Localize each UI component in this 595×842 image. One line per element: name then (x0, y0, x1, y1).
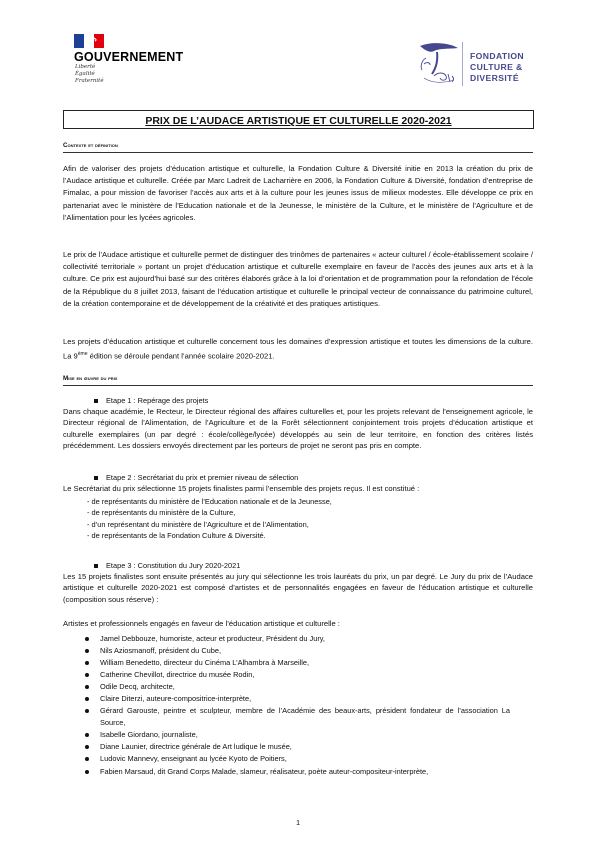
fondation-name: FONDATION CULTURE & DIVERSITÉ (470, 51, 525, 83)
list-item: Jamel Debbouze, humoriste, acteur et producteur, Président du Jury, (100, 633, 510, 645)
list-item: Nils Aziosmanoff, président du Cube, (100, 645, 510, 657)
section-heading-contexte: Contexte et définition (63, 142, 118, 149)
bullet-icon (85, 685, 89, 689)
document-title: PRIX DE L’AUDACE ARTISTIQUE ET CULTURELLE 2020-2021 (145, 115, 452, 127)
gouvernement-logo (74, 34, 184, 94)
jury-intro: Artistes et professionnels engagés en faveur de l’éducation artistique et culturelle : (63, 619, 340, 628)
list-item: - de représentants du ministère de la Culture, (87, 508, 236, 518)
list-item: Isabelle Giordano, journaliste, (100, 729, 510, 741)
marianne-icon (74, 33, 104, 49)
list-item: - de représentants du ministère de l’Education nationale et de la Jeunesse, (87, 497, 332, 506)
bullet-icon (85, 649, 89, 653)
bullet-icon (85, 697, 89, 701)
list-item: Ludovic Mannevy, enseignant au lycée Kyoto de Poitiers, (100, 753, 510, 765)
step-2-intro: Le Secrétariat du prix sélectionne 15 projets finalistes parmi l’ensemble des projets reçus. Il est constitué : (63, 484, 420, 493)
list-item: - de représentants de la Fondation Culture & Diversité. (87, 530, 266, 540)
list-item: Odile Decq, architecte, (100, 681, 510, 693)
fondation-logo (410, 40, 540, 100)
square-bullet-icon (94, 476, 98, 480)
bullet-icon (85, 673, 89, 677)
logo-separator (462, 42, 463, 86)
document-title-box (63, 110, 534, 129)
square-bullet-icon (94, 399, 98, 403)
step-1-text: Dans chaque académie, le Recteur, le Directeur régional des affaires culturelles et, pour les projets relevant de l’enseignement agricole, le Directeur régional de l’Alimentation, de l’Agriculture et de la Forêt sélectionnent conjointement trois projets d’éducation artistique et culturelle exemplaires (un par degré : école/collège/lycée) développés au sein de leur territoire, en fonction des critères listés précédemment. Les dossiers envoyés directement par les porteurs de projet ne seront pas pris en compte. (63, 407, 533, 451)
section-heading-mise-en-oeuvre: Mise en œuvre du prix (63, 375, 118, 382)
gouvernement-motto: Liberté Égalité Fraternité (75, 64, 104, 84)
list-item: Claire Diterzi, auteure-compositrice-interprète, (100, 693, 510, 705)
section-divider (63, 152, 533, 153)
gouvernement-title: GOUVERNEMENT (74, 50, 184, 64)
bullet-icon (85, 637, 89, 641)
list-item: - d’un représentant du ministère de l’Agriculture et de l’Alimentation, (87, 519, 309, 529)
jury-list (100, 633, 510, 778)
bullet-icon (85, 733, 89, 737)
square-bullet-icon (94, 564, 98, 568)
paragraph-intro: Afin de valoriser des projets d’éducation artistique et culturelle, la Fondation Culture & Diversité initie en 2013 la création du prix de l’Audace artistique et culturelle. Créée par Marc Ladreit de Lacharrière en 2006, la Fondation Culture & Diversité, fondation d’entreprise de Fimalac, a pour mission de favoriser l’accès aux arts et à la culture pour les jeunes issus de milieux modestes. Elle développe ce prix en partenariat avec le ministère de l’Education nationale et de la Jeunesse, le ministère de la Culture, et le ministère de l’Agriculture et de l’Alimentation pour les lycées agricoles. (63, 164, 533, 222)
section-divider (63, 385, 533, 386)
list-item: Fabien Marsaud, dit Grand Corps Malade, slameur, réalisateur, poète auteur-compositeur-interprète, (100, 766, 510, 778)
bullet-icon (85, 661, 89, 665)
page-number: 1 (296, 818, 301, 827)
step-3-text: Les 15 projets finalistes sont ensuite présentés au jury qui sélectionne les trois lauréats du prix, un par degré. Le Jury du prix de l’Audace artistique et culturelle 2020-2021 est composé d’artistes et de personnalités engagées en faveur de l’éducation artistique et culturelle (composition sous réserve) : (63, 572, 533, 604)
bullet-icon (85, 709, 89, 713)
step-1-heading: Etape 1 : Repérage des projets (94, 395, 208, 406)
list-item: William Benedetto, directeur du Cinéma L’Alhambra à Marseille, (100, 657, 510, 669)
list-item: Gérard Garouste, peintre et sculpteur, membre de l’Académie des beaux-arts, président fondateur de l’association La Source, (100, 705, 510, 729)
bullet-icon (85, 770, 89, 774)
list-item: Diane Launier, directrice générale de Art ludique le musée, (100, 741, 510, 753)
fondation-brush-icon (410, 40, 462, 90)
list-item: Catherine Chevillot, directrice du musée Rodin, (100, 669, 510, 681)
bullet-icon (85, 745, 89, 749)
paragraph-prix: Le prix de l’Audace artistique et culturelle permet de distinguer des trinômes de partenaires « acteur culturel / école-établissement scolaire / collectivité territoriale » portant un projet d’éducation artistique et culturelle exemplaire en faveur de l’accès des jeunes aux arts et à la culture. Ce prix est aujourd’hui basé sur des critères élaborés grâce à la loi d’orientation et de programmation pour la refondation de l’école de la République du 8 juillet 2013, faisant de l’éducation artistique et culturelle le principal vecteur de connaissance du patrimoine culturel, de la création contemporaine et de développement de la créativité et des pratiques artistiques. (63, 250, 533, 308)
step-2-list (87, 496, 332, 541)
step-2-heading: Etape 2 : Secrétariat du prix et premier niveau de sélection (94, 472, 298, 483)
bullet-icon (85, 757, 89, 761)
step-3-heading: Etape 3 : Constitution du Jury 2020-2021 (94, 560, 240, 571)
paragraph-domaines: Les projets d’éducation artistique et culturelle concernent tous les domaines d’expression artistique et toutes les dimensions de la culture. La 9ème édition se déroule pendant l’année scolaire 2020-2021. (63, 337, 533, 361)
